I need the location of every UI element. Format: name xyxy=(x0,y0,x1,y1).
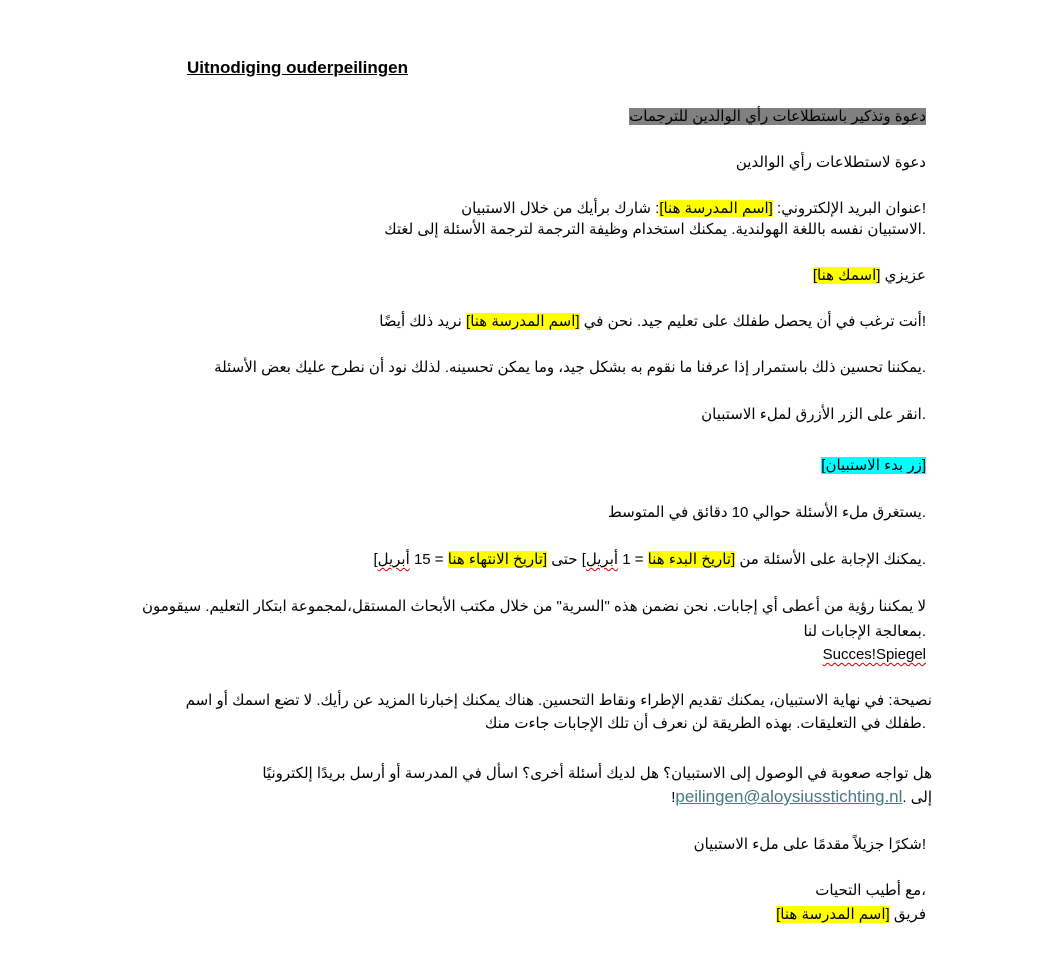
paragraph-privacy-line1: لا يمكننا رؤية من أعطى أي إجابات. نحن نضمن هذه "السرية" من خلال مكتب الأبحاث المستقل،لمجموعة ابتكار التعليم. سيقومون xyxy=(141,598,926,615)
closing-team-prefix: فريق xyxy=(889,906,926,923)
start-survey-button-line xyxy=(821,455,926,477)
contact-line2 xyxy=(671,786,932,809)
email-language-note: .الاستبيان نفسه باللغة الهولندية. يمكنك استخدام وظيفة الترجمة لترجمة الأسئلة إلى لغتك xyxy=(384,221,926,238)
end-date-close: ] xyxy=(373,551,378,568)
paragraph-privacy-line2: .بمعالجة الإجابات لنا xyxy=(803,623,926,640)
start-date-month: أبريل xyxy=(585,551,619,568)
start-date-value: = 1 xyxy=(618,551,648,568)
contact-line1: هل تواجه صعوبة في الوصول إلى الاستبيان؟ هل لديك أسئلة أخرى؟ اسأل في المدرسة أو أرسل بريدًا إلكترونيًا xyxy=(262,765,932,782)
paragraph-dates xyxy=(373,549,926,571)
email-subject-prefix: !عنوان البريد الإلكتروني: xyxy=(772,200,926,217)
paragraph-click-button: .انقر على الزر الأزرق لملء الاستبيان xyxy=(701,406,926,423)
tip-line2: .طفلك في التعليقات. بهذه الطريقة لن نعرف أن تلك الإجابات جاءت منك xyxy=(484,715,926,732)
start-survey-button[interactable]: [زر بدء الاستبيان] xyxy=(821,457,926,474)
paragraph-intro-prefix: !أنت ترغب في أن يحصل طفلك على تعليم جيد. نحن في xyxy=(579,313,926,330)
school-name-placeholder: [اسم المدرسة هنا] xyxy=(659,200,773,217)
closing-team xyxy=(776,904,926,926)
school-name-placeholder: [اسم المدرسة هنا] xyxy=(776,906,890,923)
document-title: Uitnodiging ouderpeilingen xyxy=(187,58,408,77)
greeting-prefix: عزيزي xyxy=(880,267,926,284)
school-name-placeholder: [اسم المدرسة هنا] xyxy=(466,313,580,330)
subheading: دعوة لاستطلاعات رأي الوالدين xyxy=(735,154,926,171)
paragraph-intro xyxy=(379,311,926,333)
contact-email-link[interactable]: peilingen@aloysiusstichting.nl xyxy=(675,787,903,806)
heading-gray xyxy=(629,106,926,128)
start-date-placeholder: [تاريخ البدء هنا xyxy=(647,551,736,568)
research-office-name xyxy=(823,644,926,666)
research-office-name-text: Succes!Spiegel xyxy=(822,646,926,663)
dates-prefix: .يمكنك الإجابة على الأسئلة من xyxy=(735,551,926,568)
end-date-month: أبريل xyxy=(377,551,410,568)
thanks-line: !شكرًا جزيلاً مقدمًا على ملء الاستبيان xyxy=(693,836,926,853)
tip-line1: نصيحة: في نهاية الاستبيان، يمكنك تقديم الإطراء ونقاط التحسين. هناك يمكنك إخبارنا المزيد عن رأيك. لا تضع اسمك أو اسم xyxy=(185,692,932,709)
paragraph-intro-suffix: نريد ذلك أيضًا xyxy=(379,313,467,330)
email-subject-line xyxy=(461,198,926,220)
paragraph-duration: .يستغرق ملء الأسئلة حوالي 10 دقائق في المتوسط xyxy=(607,504,926,521)
email-subject-suffix: : شارك برأيك من خلال الاستبيان xyxy=(461,200,660,217)
greeting xyxy=(813,265,926,287)
paragraph-improve: .يمكننا تحسين ذلك باستمرار إذا عرفنا ما نقوم به بشكل جيد، وما يمكن تحسينه. لذلك نود أن نطرح عليك بعض الأسئلة xyxy=(214,359,926,376)
end-date-placeholder: [تاريخ الانتهاء هنا xyxy=(447,551,548,568)
contact-prefix: إلى . xyxy=(902,789,932,806)
contact-suffix: ! xyxy=(671,789,676,806)
closing-regards: ،مع أطيب التحيات xyxy=(815,882,926,899)
name-placeholder: [اسمك هنا] xyxy=(812,267,881,284)
heading-gray-text: دعوة وتذكير باستطلاعات رأي الوالدين للترجمات xyxy=(629,108,926,125)
dates-middle: ] حتى xyxy=(547,551,586,568)
end-date-value: = 15 xyxy=(409,551,448,568)
